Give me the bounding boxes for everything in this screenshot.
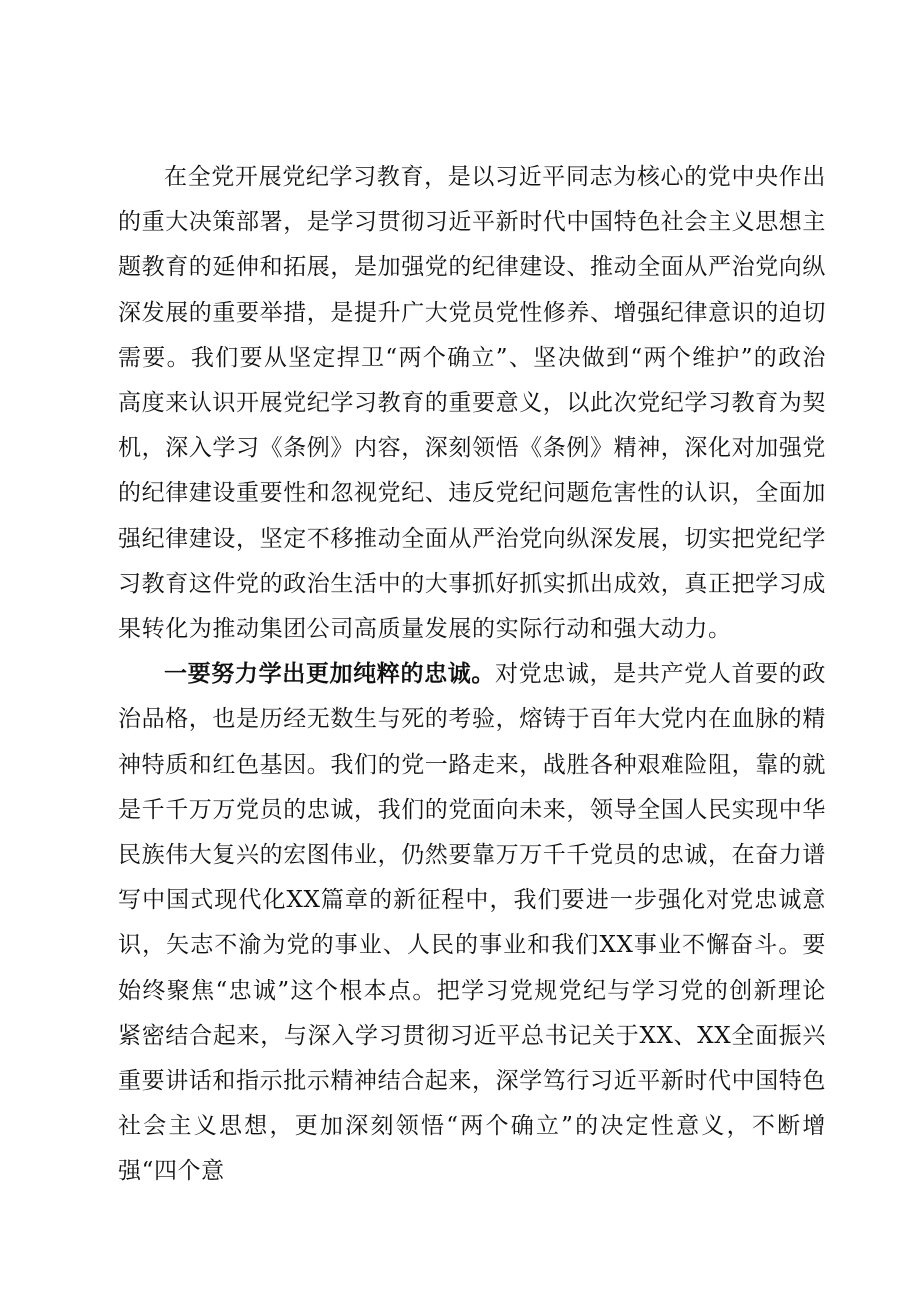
paragraph-loyalty-body: 对党忠诚，是共产党人首要的政治品格，也是历经无数生与死的考验，熔铸于百年大党内在血脉的精神特质和红色基因。我们的党一路走来，战胜各种艰难险阻，靠的就是千千万万党员的忠诚，我们的党面向未来，领导全国人民实现中华民族伟大复兴的宏图伟业，仍然要靠万万千千党员的忠诚，在奋力谱写中国式现代化XX篇章的新征程中，我们要进一步强化对党忠诚意识，矢志不渝为党的事业、人民的事业和我们XX事业不懈奋斗。要始终聚焦“忠诚”这个根本点。把学习党规党纪与学习党的创新理论紧密结合起来，与深入学习贯彻习近平总书记关于XX、XX全面振兴重要讲话和指示批示精神结合起来，深学笃行习近平新时代中国特色社会主义思想，更加深刻领悟“两个确立”的决定性意义，不断增强“四个意 xyxy=(118,661,826,1185)
paragraph-intro: 在全党开展党纪学习教育，是以习近平同志为核心的党中央作出的重大决策部署，是学习贯彻习近平新时代中国特色社会主义思想主题教育的延伸和拓展，是加强党的纪律建设、推动全面从严治党向纵深发展的重要举措，是提升广大党员党性修养、增强纪律意识的迫切需要。我们要从坚定捍卫“两个确立”、坚决做到“两个维护”的政治高度来认识开展党纪学习教育的重要意义，以此次党纪学习教育为契机，深入学习《条例》内容，深刻领悟《条例》精神，深化对加强党的纪律建设重要性和忽视党纪、违反党纪问题危害性的认识，全面加强纪律建设，坚定不移推动全面从严治党向纵深发展，切实把党纪学习教育这件党的政治生活中的大事抓好抓实抓出成效，真正把学习成果转化为推动集团公司高质量发展的实际行动和强大动力。 xyxy=(118,164,826,643)
document-page xyxy=(118,155,826,1195)
paragraph-loyalty xyxy=(118,652,826,1194)
paragraph-loyalty-heading: 一要努力学出更加纯粹的忠诚。 xyxy=(164,661,496,688)
